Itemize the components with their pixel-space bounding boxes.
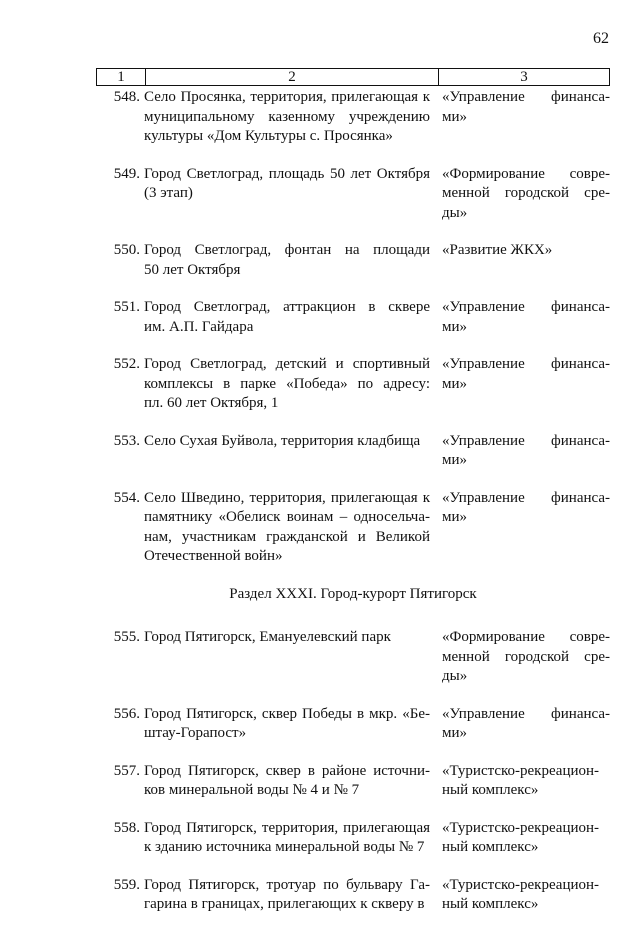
row-number: 548. xyxy=(113,89,140,105)
program-line: менной городской сре- xyxy=(442,185,610,201)
program-line: «Туристско-рекреацион- xyxy=(442,876,600,893)
row-program xyxy=(442,355,610,414)
description-line: нам, участникам гражданской и Великой xyxy=(144,528,430,545)
table-body xyxy=(96,88,610,933)
program-line: «Управление финанса- xyxy=(442,705,610,722)
row-description xyxy=(144,355,430,414)
program-line: ми» xyxy=(442,318,468,335)
description-line: штау-Горапост» xyxy=(144,725,247,741)
program-line: «Развитие ЖКХ» xyxy=(442,242,553,258)
row-program xyxy=(442,876,610,915)
description-line: гарина в границах, прилегающих к скверу в xyxy=(144,896,425,912)
row-program xyxy=(442,241,610,280)
description-line: Село Сухая Буйвола, территория кладбища xyxy=(144,432,421,449)
description-line: Город Светлоград, фонтан на площади xyxy=(144,242,430,258)
description-line: 50 лет Октября xyxy=(144,261,241,278)
section-title: Раздел XXXI. Город-курорт Пятигорск xyxy=(229,585,477,602)
row-number: 558. xyxy=(113,819,140,836)
description-line: Село Просянка, территория, прилегающая к xyxy=(144,89,430,105)
row-number: 551. xyxy=(113,299,140,315)
row-description xyxy=(144,241,430,280)
row-number: 555. xyxy=(113,629,140,645)
row-program xyxy=(442,705,610,744)
description-line: Город Пятигорск, территория, прилегающая xyxy=(144,819,430,836)
program-line: ми» xyxy=(442,725,468,741)
row-number: 553. xyxy=(113,432,140,449)
rows-group-before xyxy=(96,88,610,567)
table-row xyxy=(96,432,610,471)
description-line: Отечественной войн» xyxy=(144,548,283,564)
description-line: Город Светлоград, площадь 50 лет Октября xyxy=(144,165,430,182)
table-row xyxy=(96,165,610,224)
description-line: муниципальному казенному учреждению xyxy=(144,108,430,125)
program-line: ми» xyxy=(442,108,468,125)
program-line: «Туристско-рекреацион- xyxy=(442,819,600,836)
program-line: ный комплекс» xyxy=(442,782,539,798)
description-line: комплексы в парке «Победа» по адресу: xyxy=(144,375,430,392)
rows-group-after xyxy=(96,628,610,915)
row-description xyxy=(144,489,430,567)
description-line: им. А.П. Гайдара xyxy=(144,318,254,335)
row-number: 556. xyxy=(113,705,140,722)
row-program xyxy=(442,819,610,858)
program-line: ды» xyxy=(442,204,468,221)
program-line: ды» xyxy=(442,668,468,684)
description-line: Город Светлоград, детский и спортивный xyxy=(144,356,430,372)
program-line: ми» xyxy=(442,509,468,525)
program-line: ный комплекс» xyxy=(442,839,539,855)
program-line: «Управление финанса- xyxy=(442,299,610,315)
program-line: «Управление финанса- xyxy=(442,432,610,449)
description-line: (3 этап) xyxy=(144,185,193,201)
table-header xyxy=(96,68,610,86)
table-row xyxy=(96,762,610,801)
row-description xyxy=(144,298,430,337)
row-program xyxy=(442,489,610,567)
row-program xyxy=(442,432,610,471)
page-number: 62 xyxy=(593,30,609,47)
program-line: «Формирование совре- xyxy=(442,629,610,645)
table-row xyxy=(96,88,610,147)
table-row xyxy=(96,298,610,337)
table-row xyxy=(96,705,610,744)
column-header-1: 1 xyxy=(97,69,146,86)
table-row xyxy=(96,819,610,858)
program-line: ми» xyxy=(442,452,468,468)
program-line: «Туристско-рекреацион- xyxy=(442,762,600,779)
row-description xyxy=(144,705,430,744)
program-line: менной городской сре- xyxy=(442,648,610,665)
row-program xyxy=(442,88,610,147)
description-line: Город Пятигорск, сквер Победы в мкр. «Бе- xyxy=(144,705,430,722)
description-line: Город Пятигорск, Емануелевский парк xyxy=(144,629,391,645)
row-number: 552. xyxy=(113,356,140,372)
description-line: Город Пятигорск, сквер в районе источни- xyxy=(144,762,430,779)
description-line: к зданию источника минеральной воды № 7 xyxy=(144,839,425,855)
program-line: ный комплекс» xyxy=(442,896,539,912)
row-number: 554. xyxy=(113,489,140,506)
row-program xyxy=(442,628,610,687)
table-row xyxy=(96,241,610,280)
program-line: ми» xyxy=(442,375,468,392)
program-line: «Управление финанса- xyxy=(442,356,610,372)
table-row xyxy=(96,489,610,567)
row-number: 557. xyxy=(113,762,140,779)
row-number: 550. xyxy=(113,242,140,258)
description-line: Город Светлоград, аттракцион в сквере xyxy=(144,299,430,315)
program-line: «Управление финанса- xyxy=(442,89,610,105)
row-description xyxy=(144,88,430,147)
column-header-2: 2 xyxy=(146,69,439,86)
description-line: памятнику «Обелиск воинам – односельча- xyxy=(144,509,430,525)
row-program xyxy=(442,298,610,337)
description-line: культуры «Дом Культуры с. Просянка» xyxy=(144,128,393,144)
description-line: пл. 60 лет Октября, 1 xyxy=(144,395,279,411)
table-row xyxy=(96,628,610,687)
row-description xyxy=(144,762,430,801)
program-line: «Формирование совре- xyxy=(442,165,610,182)
row-description xyxy=(144,876,430,915)
description-line: ков минеральной воды № 4 и № 7 xyxy=(144,782,360,798)
row-description xyxy=(144,432,430,471)
description-line: Город Пятигорск, тротуар по бульвару Га- xyxy=(144,876,430,893)
table-row xyxy=(96,876,610,915)
row-description xyxy=(144,819,430,858)
row-number: 549. xyxy=(113,165,140,182)
row-number: 559. xyxy=(113,876,140,893)
program-line: «Управление финанса- xyxy=(442,489,610,506)
row-description xyxy=(144,628,430,687)
row-program xyxy=(442,165,610,224)
row-program xyxy=(442,762,610,801)
description-line: Село Шведино, территория, прилегающая к xyxy=(144,489,430,506)
row-description xyxy=(144,165,430,224)
column-header-3: 3 xyxy=(439,69,610,86)
table-row xyxy=(96,355,610,414)
